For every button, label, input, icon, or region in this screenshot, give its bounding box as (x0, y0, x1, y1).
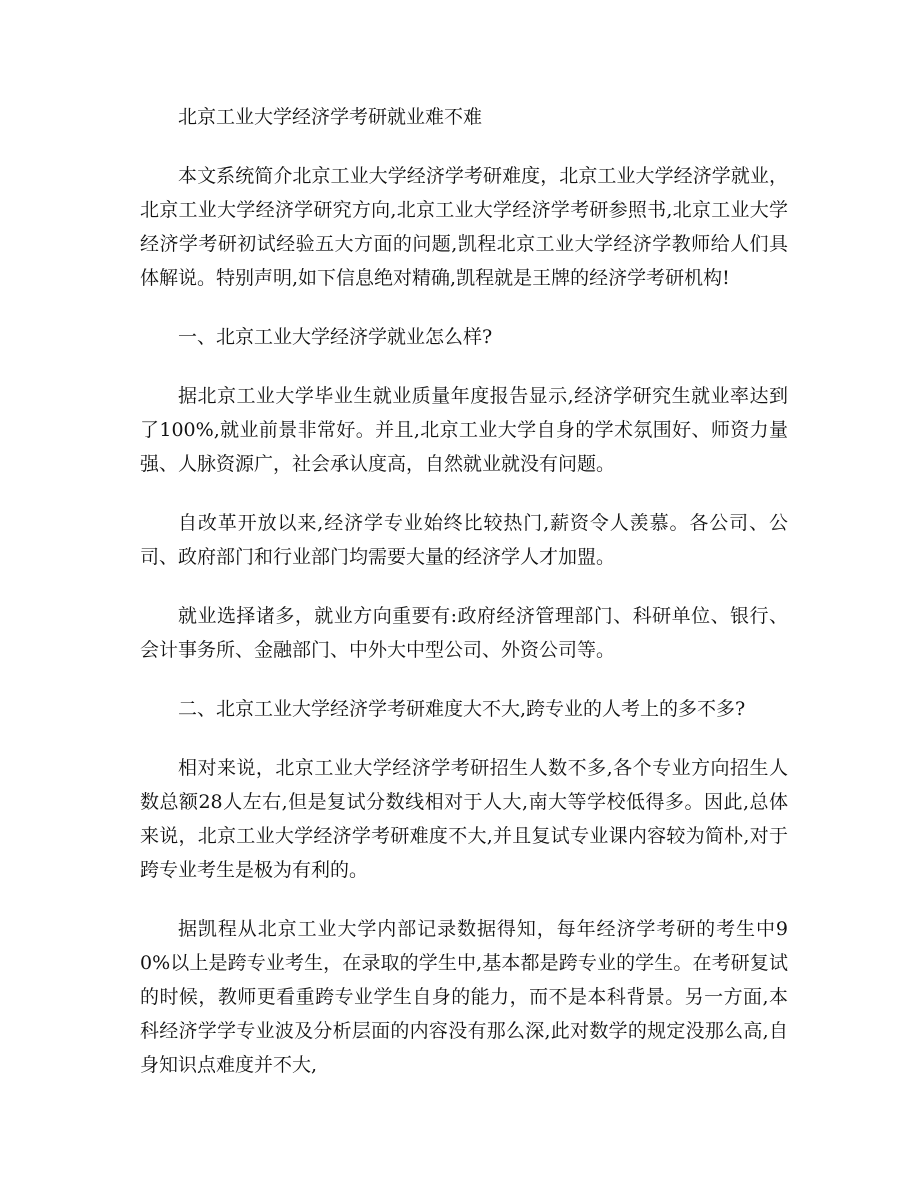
heading-section-1: 一、北京工业大学经济学就业怎么样? (178, 326, 493, 348)
paragraph-cross-major: 据凯程从北京工业大学内部记录数据得知，每年经济学考研的考生中90%以上是跨专业考生，在录取的学生中,基本都是跨专业的学生。在考研复试的时候，教师更看重跨专业学生自身的能力，而不是本科背景。另一方面,本科经济学学专业波及分析层面的内容没有那么深,此对数学的规定没那么高,自身知识点难度并不大, (140, 918, 788, 1076)
paragraph-reform: 自改革开放以来,经济学专业始终比较热门,薪资令人羡慕。各公司、公司、政府部门和行业部门均需要大量的经济学人才加盟。 (140, 512, 788, 568)
paragraph-employment-rate: 据北京工业大学毕业生就业质量年度报告显示,经济学研究生就业率达到了100%,就业前景非常好。并且,北京工业大学自身的学术氛围好、师资力量强、人脉资源广，社会承认度高，自然就业就没有问题。 (140, 385, 788, 475)
paragraph-career-options: 就业选择诸多，就业方向重要有:政府经济管理部门、科研单位、银行、会计事务所、金融部门、中外大中型公司、外资公司等。 (140, 605, 788, 661)
paragraph-intro: 本文系统简介北京工业大学经济学考研难度，北京工业大学经济学就业，北京工业大学经济学研究方向,北京工业大学经济学考研参照书,北京工业大学经济学考研初试经验五大方面的问题,凯程北京工业大学经济学教师给人们具体解说。特别声明,如下信息绝对精确,凯程就是王牌的经济学考研机构! (140, 165, 788, 289)
document-title: 北京工业大学经济学考研就业难不难 (178, 106, 483, 128)
paragraph-difficulty: 相对来说，北京工业大学经济学考研招生人数不多,各个专业方向招生人数总额28人左右,但是复试分数线相对于人大,南大等学校低得多。因此,总体来说，北京工业大学经济学考研难度不大,并且复试专业课内容较为简朴,对于跨专业考生是极为有利的。 (140, 757, 788, 881)
heading-section-2: 二、北京工业大学经济学考研难度大不大,跨专业的人考上的多不多? (178, 698, 746, 720)
document-body (140, 100, 788, 1107)
